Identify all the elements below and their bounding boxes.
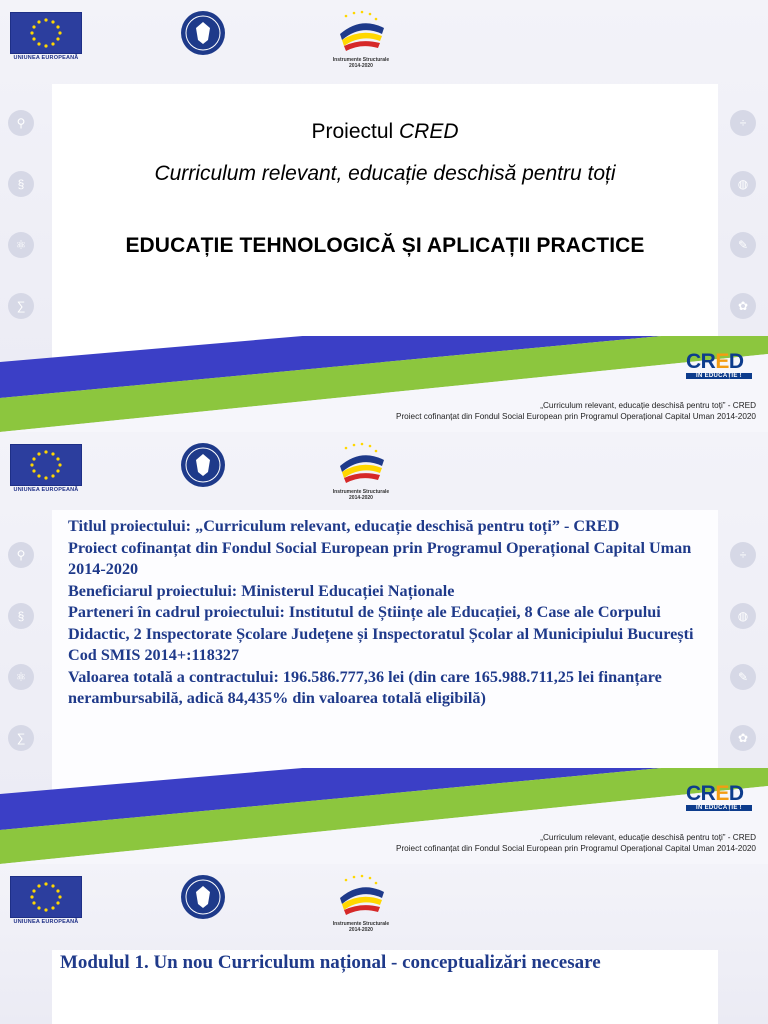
right-side-icons <box>730 542 760 786</box>
cred-sub: ÎN EDUCAȚIE ! <box>686 805 752 811</box>
smis-code-line: Cod SMIS 2014+:118327 <box>68 646 240 664</box>
structural-instruments-logo <box>326 872 396 932</box>
cofinancing-line: Proiect cofinanțat din Fondul Social European prin Programul Operațional Capital Uman 2014-2020 <box>68 538 692 578</box>
slide-2 <box>0 432 768 864</box>
eu-flag-icon <box>10 876 82 918</box>
romanian-government-seal-icon <box>180 874 226 920</box>
slide-subtitle: Curriculum relevant, educație deschisă pentru toți <box>154 162 616 185</box>
hello-speech-icon: ✎ <box>730 232 756 258</box>
slide-3 <box>0 864 768 1024</box>
eu-caption: UNIUNEA EUROPEANĂ <box>13 919 79 925</box>
left-side-icons <box>8 542 38 786</box>
footer-text <box>396 832 756 854</box>
cred-word: CRED <box>686 782 744 805</box>
footer-line2: Proiect cofinanțat din Fondul Social European prin Programul Operațional Capital Uman 2014-2020 <box>395 844 756 853</box>
tennis-player-icon: ⚲ <box>8 110 34 136</box>
eu-logo <box>10 876 82 926</box>
palette-icon: ✿ <box>730 725 756 751</box>
math-formula-icon: ÷ <box>730 542 756 568</box>
structural-instruments-logo <box>326 440 396 500</box>
beneficiary-line: Beneficiarul proiectului: Ministerul Educației Naționale <box>68 581 455 600</box>
globe-icon: ◍ <box>730 603 756 629</box>
atom-icon: ⚛ <box>8 232 34 258</box>
is-caption-line1: Instrumente Structurale <box>332 921 390 927</box>
title-prefix: Proiectul <box>311 120 400 143</box>
structural-instruments-icon <box>326 440 396 484</box>
partners-line: Parteneri în cadrul proiectului: Institutul de Științe ale Educației, 8 Case ale Corpului Didactic, 2 Inspectorate Școlare Județene și Inspectoratul Școlar al Municipiului București <box>68 603 694 643</box>
structural-instruments-logo <box>326 8 396 68</box>
romanian-government-seal-icon <box>180 442 226 488</box>
contract-value-line: Valoarea totală a contractului: 196.586.777,36 lei (din care 165.988.711,25 lei finanțare nerambursabilă, adică 84,435% din valoarea totală eligibilă) <box>68 667 662 707</box>
math-formula-icon: ∑ <box>8 725 34 751</box>
footer-line2: Proiect cofinanțat din Fondul Social European prin Programul Operațional Capital Uman 2014-2020 <box>395 412 756 421</box>
title-italic: CRED <box>399 120 459 143</box>
project-info <box>68 516 708 710</box>
slide-title <box>52 120 718 144</box>
cred-logo <box>686 784 752 814</box>
eu-flag-icon <box>10 12 82 54</box>
eu-caption: UNIUNEA EUROPEANĂ <box>13 487 79 493</box>
slide-1 <box>0 0 768 432</box>
cred-logo <box>686 352 752 382</box>
romanian-government-seal-icon <box>180 10 226 56</box>
eu-caption: UNIUNEA EUROPEANĂ <box>13 55 79 61</box>
left-side-icons <box>8 110 38 354</box>
footer-text <box>396 400 756 422</box>
is-caption-line2: 2014-2020 <box>349 927 373 933</box>
palette-icon: ✿ <box>730 293 756 319</box>
eu-flag-icon <box>10 444 82 486</box>
atom-icon: ⚛ <box>8 664 34 690</box>
is-caption-line1: Instrumente Structurale <box>332 489 390 495</box>
is-caption-line1: Instrumente Structurale <box>332 57 390 63</box>
structural-instruments-icon <box>326 8 396 52</box>
footer-line1: „Curriculum relevant, educație deschisă pentru toți” - CRED <box>540 401 756 410</box>
cred-sub: ÎN EDUCAȚIE ! <box>686 373 752 379</box>
structural-instruments-icon <box>326 872 396 916</box>
globe-icon: ◍ <box>730 171 756 197</box>
dna-icon: § <box>8 603 34 629</box>
is-caption-line2: 2014-2020 <box>349 495 373 501</box>
right-side-icons <box>730 110 760 354</box>
is-caption-line2: 2014-2020 <box>349 63 373 69</box>
eu-logo <box>10 12 82 62</box>
slide-heading: EDUCAȚIE TEHNOLOGICĂ ȘI APLICAȚII PRACTICE <box>125 234 645 257</box>
project-title-line: Titlul proiectului: „Curriculum relevant, educație deschisă pentru toți” - CRED <box>68 517 620 535</box>
footer-line1: „Curriculum relevant, educație deschisă pentru toți” - CRED <box>540 833 756 842</box>
math-formula-icon: ÷ <box>730 110 756 136</box>
tennis-player-icon: ⚲ <box>8 542 34 568</box>
hello-speech-icon: ✎ <box>730 664 756 690</box>
math-formula-icon: ∑ <box>8 293 34 319</box>
cred-word: CRED <box>686 350 744 373</box>
dna-icon: § <box>8 171 34 197</box>
module-heading: Modulul 1. Un nou Curriculum național - conceptualizări necesare <box>60 952 601 973</box>
eu-logo <box>10 444 82 494</box>
